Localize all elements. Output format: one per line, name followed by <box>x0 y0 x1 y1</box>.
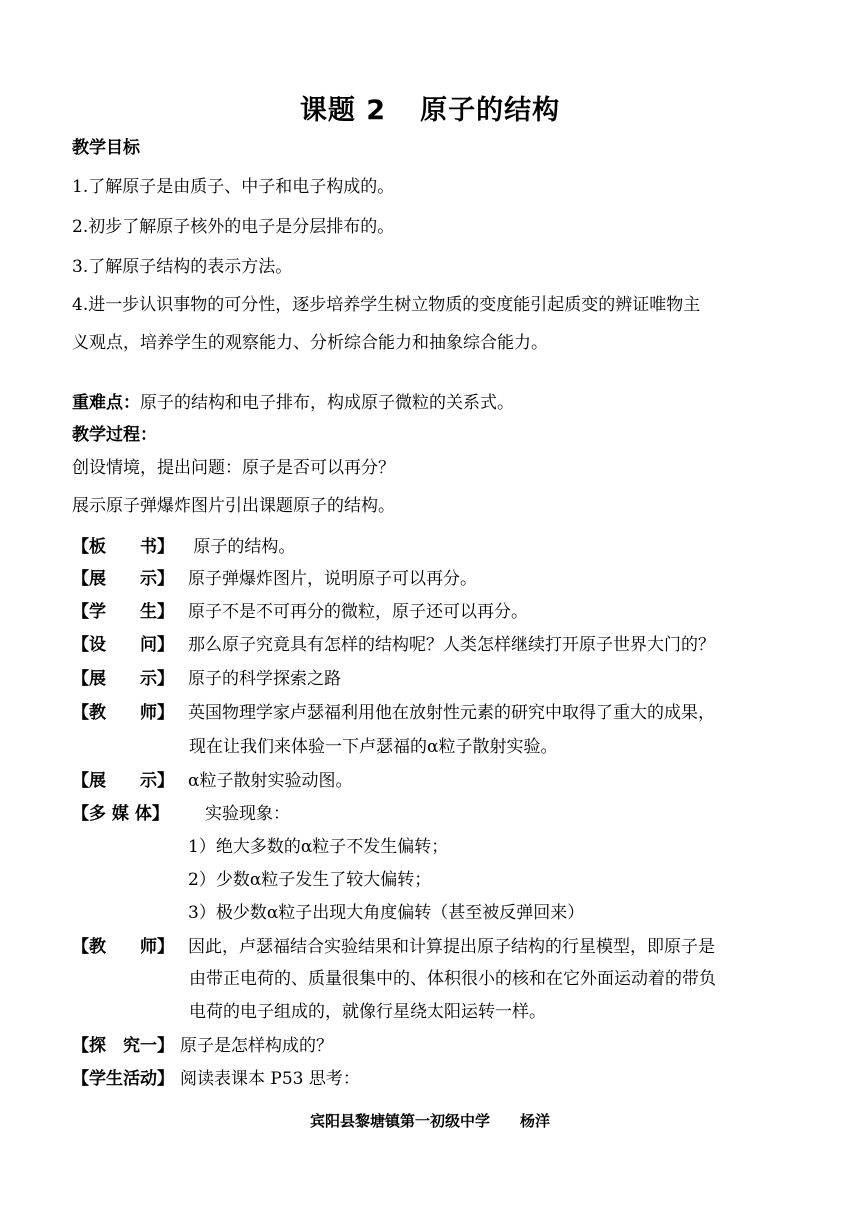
teacher-row <box>72 936 817 958</box>
step-row <box>72 668 817 690</box>
step-text: α粒子散射实验动图。 <box>188 771 353 791</box>
phenomenon-item: 3）极少数α粒子出现大角度偏转（甚至被反弹回来） <box>188 903 585 923</box>
step-tag: 【多 媒 体】 <box>72 804 169 824</box>
step-text: 原子弹爆炸图片，说明原子可以再分。 <box>188 569 477 589</box>
title-prefix: 课题 2 <box>299 95 387 126</box>
step-tag: 【展 示】 <box>72 569 174 589</box>
step-row <box>72 803 817 825</box>
step-tag: 【学 生】 <box>72 602 174 622</box>
page-title <box>0 88 860 127</box>
step-continuation: 现在让我们来体验一下卢瑟福的α粒子散射实验。 <box>189 737 558 757</box>
step-text: 那么原子究竟具有怎样的结构呢？人类怎样继续打开原子世界大门的？ <box>188 635 715 655</box>
step-tag: 【板 书】 <box>72 537 174 557</box>
step-tag: 【展 示】 <box>72 669 174 689</box>
process-intro: 创设情境，提出问题：原子是否可以再分？ <box>72 458 395 478</box>
step-tag: 【教 师】 <box>72 703 174 723</box>
step-row <box>72 634 817 656</box>
explore-tag: 【探 究一】 <box>72 1036 174 1056</box>
phenomenon-item: 1）绝大多数的α粒子不发生偏转； <box>188 837 449 857</box>
activity-row <box>72 1068 817 1090</box>
explore-text: 原子是怎样构成的？ <box>180 1036 333 1056</box>
footer-author: 杨洋 <box>520 1112 551 1130</box>
objective-item: 3.了解原子结构的表示方法。 <box>72 257 293 277</box>
objective-item: 2.初步了解原子核外的电子是分层排布的。 <box>72 217 395 237</box>
step-text: 英国物理学家卢瑟福利用他在放射性元素的研究中取得了重大的成果， <box>188 703 715 723</box>
phenomenon-item: 2）少数α粒子发生了较大偏转； <box>188 870 432 890</box>
process-intro: 展示原子弹爆炸图片引出课题原子的结构。 <box>72 496 395 516</box>
step-text: 实验现象： <box>188 804 290 824</box>
activity-tag: 【学生活动】 <box>72 1069 174 1089</box>
teacher-continuation: 电荷的电子组成的，就像行星绕太阳运转一样。 <box>189 1002 546 1022</box>
objectives-heading: 教学目标 <box>72 138 140 158</box>
page-footer <box>0 1110 860 1131</box>
step-row <box>72 536 817 558</box>
step-row <box>72 702 817 724</box>
key-points <box>72 392 817 414</box>
step-text: 原子不是不可再分的微粒，原子还可以再分。 <box>188 602 528 622</box>
step-row <box>72 568 817 590</box>
activity-text: 阅读表课本 P53 思考： <box>180 1069 360 1089</box>
title-main: 原子的结构 <box>420 95 561 126</box>
key-points-label: 重难点： <box>72 393 140 413</box>
step-row <box>72 770 817 792</box>
key-points-text: 原子的结构和电子排布，构成原子微粒的关系式。 <box>140 393 514 413</box>
teacher-text: 因此，卢瑟福结合实验结果和计算提出原子结构的行星模型，即原子是 <box>188 937 715 957</box>
step-text: 原子的科学探索之路 <box>188 669 341 689</box>
step-row <box>72 601 817 623</box>
explore-row <box>72 1035 817 1057</box>
step-tag: 【展 示】 <box>72 771 174 791</box>
teacher-continuation: 由带正电荷的、质量很集中的、体积很小的核和在它外面运动着的带负 <box>189 969 716 989</box>
objective-item: 4.进一步认识事物的可分性，逐步培养学生树立物质的变度能引起质变的辨证唯物主 <box>72 295 701 315</box>
step-text: 原子的结构。 <box>188 537 296 557</box>
objective-item: 1.了解原子是由质子、中子和电子构成的。 <box>72 177 395 197</box>
footer-school: 宾阳县黎塘镇第一初级中学 <box>309 1112 490 1130</box>
step-tag: 【设 问】 <box>72 635 174 655</box>
teacher-tag: 【教 师】 <box>72 937 174 957</box>
process-heading: 教学过程： <box>72 425 157 445</box>
objective-item: 义观点，培养学生的观察能力、分析综合能力和抽象综合能力。 <box>72 333 548 353</box>
